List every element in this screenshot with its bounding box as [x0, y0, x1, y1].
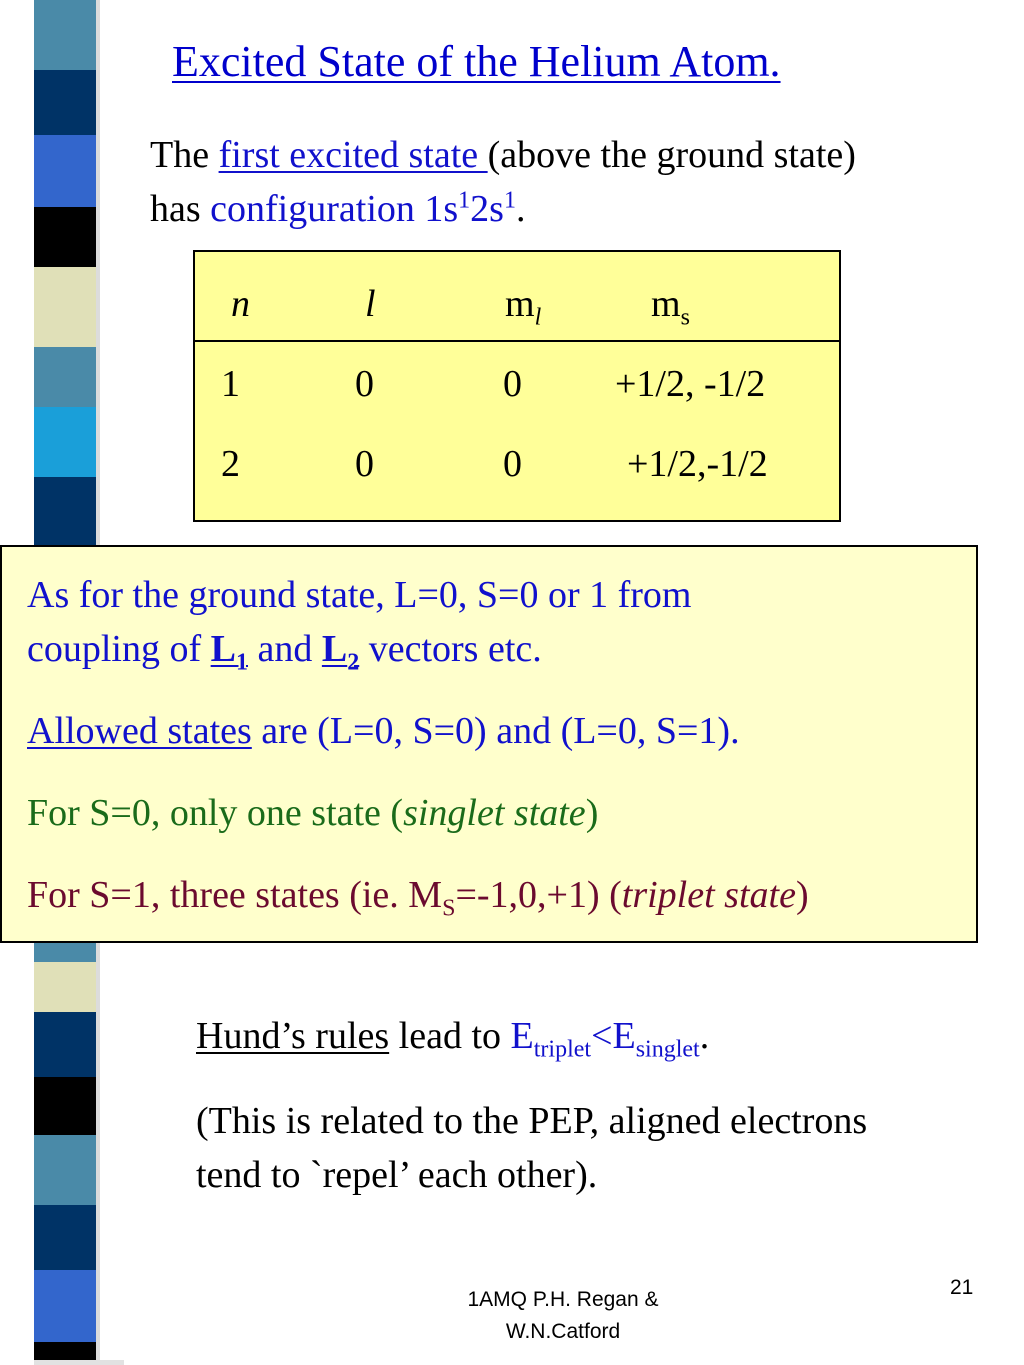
page-number: 21: [950, 1276, 974, 1299]
header-l: l: [365, 283, 376, 325]
vector-L1: $L_1$: [210, 628, 248, 676]
footer-authors-line2: W.N.Catford: [505, 1320, 621, 1343]
stripe-segment: [34, 962, 96, 1012]
header-n: n: [231, 283, 250, 325]
note-line-ground-state: As for the ground state, L=0, S=0 or 1 from: [27, 574, 692, 616]
stripe-segment: [34, 70, 96, 135]
first-excited-state-link[interactable]: first excited state: [218, 134, 488, 176]
stripe-segment: [34, 1135, 96, 1205]
stripe-segment: [34, 135, 96, 207]
allowed-states-link[interactable]: Allowed states: [27, 710, 252, 752]
header-ml: $m_l$: [505, 283, 542, 331]
header-ms: $m_s$: [651, 283, 690, 331]
slide-footer: [420, 1284, 706, 1348]
slide-title: Excited State of the Helium Atom.: [172, 37, 781, 86]
intro-paragraph: [150, 128, 910, 236]
row1-ms: +1/2, -1/2: [615, 363, 766, 405]
stripe-segment: [34, 347, 96, 407]
configuration-text: [210, 188, 516, 230]
stripe-segment: [34, 477, 96, 547]
row2-n: 2: [221, 443, 240, 485]
config-2s: 2s: [470, 188, 504, 230]
header-divider: [195, 340, 839, 342]
energy-relation: $E_{triplet}<E_{singlet}$: [510, 1015, 700, 1063]
pep-note: (This is related to the PEP, aligned electrons tend to `repel’ each other).: [196, 1100, 868, 1196]
intro-lead: The: [150, 134, 219, 176]
row1-n: 1: [221, 363, 240, 405]
config-label: configuration 1s: [210, 188, 459, 230]
stripe-segment: [34, 0, 96, 70]
note-line-coupling: coupling of $L_1$ and $L_2$ vectors etc.: [27, 628, 542, 676]
note-line-triplet: For S=1, three states (ie. $M_S=-1,0,+1$) (triplet state): [27, 874, 809, 922]
coupling-note-box: [0, 545, 978, 943]
row2-ml: 0: [503, 443, 522, 485]
footer-authors-line1: 1AMQ P.H. Regan &: [467, 1288, 659, 1311]
hunds-rules-link[interactable]: Hund’s rules: [196, 1015, 390, 1057]
row1-ml: 0: [503, 363, 522, 405]
stripe-segment: [34, 207, 96, 267]
stripe-segment: [34, 267, 96, 347]
row2-l: 0: [355, 443, 374, 485]
quantum-number-table: [193, 250, 841, 522]
config-sup-1: 1: [458, 187, 471, 214]
stripe-segment: [34, 1270, 96, 1342]
intro-end: .: [515, 188, 526, 230]
row2-ms: +1/2,-1/2: [627, 443, 768, 485]
stripe-segment: [34, 1205, 96, 1270]
config-sup-2: 1: [503, 187, 516, 214]
intro-mid: (above the ground state) has: [150, 134, 856, 230]
hunds-rules-line: Hund’s rules lead to $E_{triplet}<E_{singlet}$.: [196, 1015, 710, 1063]
bottom-shadow: [34, 1360, 124, 1365]
stripe-segment: [34, 1077, 96, 1135]
stripe-segment: [34, 407, 96, 477]
stripe-segment: [34, 1012, 96, 1077]
row1-l: 0: [355, 363, 374, 405]
vector-L2: $L_2$: [321, 628, 360, 676]
note-line-singlet: For S=0, only one state (singlet state): [27, 792, 599, 834]
note-line-allowed: Allowed states are (L=0, S=0) and (L=0, S=1).: [27, 710, 740, 752]
